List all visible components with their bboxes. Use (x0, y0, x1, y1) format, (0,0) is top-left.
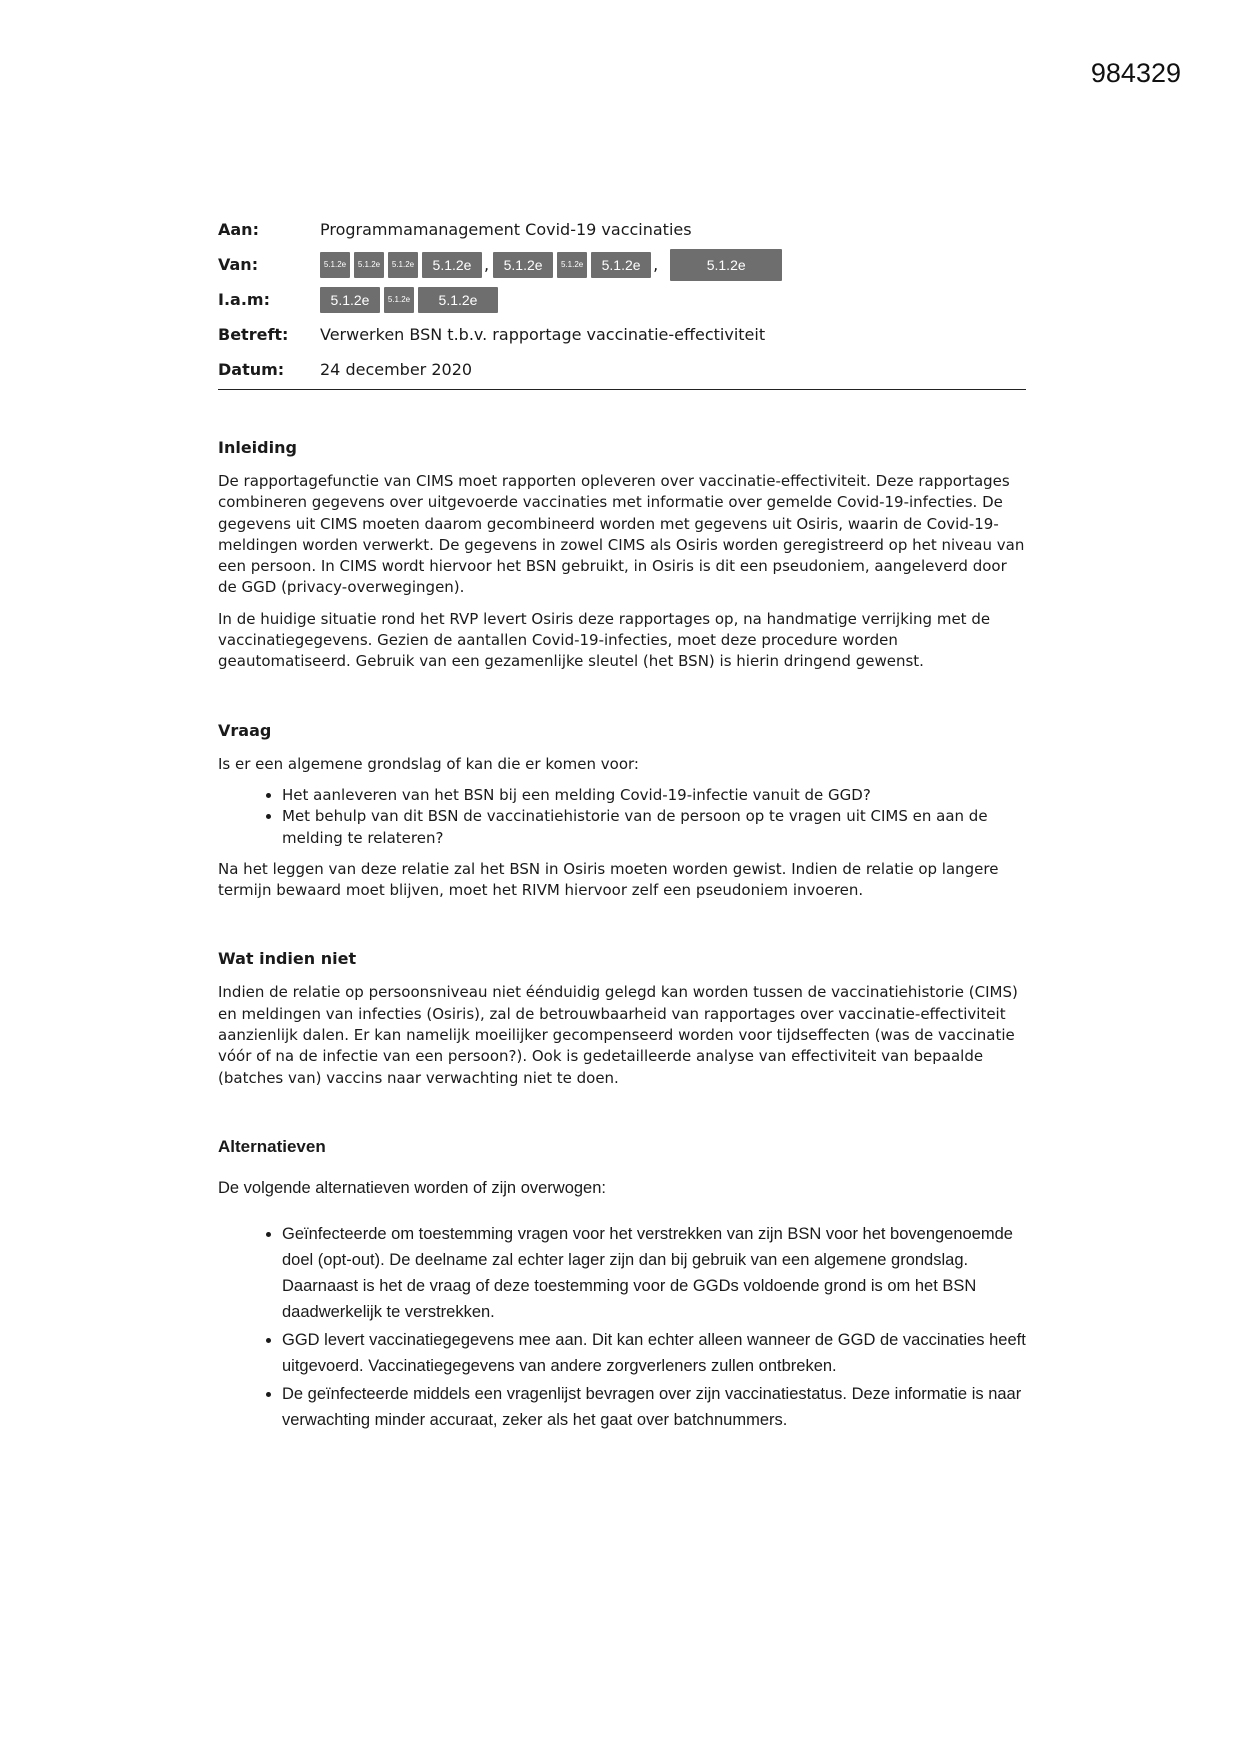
separator-comma: , (484, 255, 490, 274)
section-title: Wat indien niet (218, 949, 357, 969)
paragraph: Indien de relatie op persoonsniveau niet éénduidig gelegd kan worden tussen de vaccinatiehistorie (CIMS) en meldingen van infecties (Osiris), zal de betrouwbaarheid van rapportages over vaccinatie-effectiviteit aanzienlijk dalen. Er kan namelijk moeilijker gecompenseerd worden voor tijdseffecten (was de vaccinatie vóór of na de infectie van een persoon?). Ook is gedetailleerde analyse van effectiviteit van bepaalde (batches van) vaccins naar verwachting niet te doen. (218, 983, 1018, 1087)
section-wat-indien-niet (218, 949, 1026, 1088)
header-row-datum (218, 352, 1026, 387)
separator-comma: , (653, 255, 659, 274)
datum-label: Datum: (218, 360, 285, 379)
section-title: Alternatieven (218, 1136, 326, 1156)
document-number: 984329 (1090, 58, 1181, 88)
header-row-van (218, 247, 1026, 282)
paragraph: De volgende alternatieven worden of zijn overwogen: (218, 1178, 606, 1197)
van-value (320, 249, 1026, 281)
list-item: • Het aanleveren van het BSN bij een melding Covid-19-infectie vanuit de GGD? (282, 785, 1026, 806)
redaction-box: 5.1.2e (493, 252, 553, 278)
paragraph: Is er een algemene grondslag of kan die er komen voor: (218, 754, 639, 773)
aan-value: Programmamanagement Covid-19 vaccinaties (320, 220, 692, 239)
header-divider (218, 389, 1026, 390)
section-title: Vraag (218, 720, 272, 740)
section-alternatieven (218, 1137, 1026, 1433)
redaction-box: 5.1.2e (418, 287, 498, 313)
van-label: Van: (218, 255, 259, 274)
iam-label: I.a.m: (218, 290, 270, 309)
redaction-box: 5.1.2e (320, 252, 350, 278)
redaction-box: 5.1.2e (388, 252, 418, 278)
redaction-box: 5.1.2e (320, 287, 380, 313)
memo-page (218, 212, 1026, 1443)
list-item: • De geïnfecteerde middels een vragenlijst bevragen over zijn vaccinatiestatus. Deze informatie is naar verwachting minder accuraat, zeker als het gaat over batchnummers. (282, 1381, 1026, 1433)
list-item: • GGD levert vaccinatiegegevens mee aan. Dit kan echter alleen wanneer de GGD de vaccinaties heeft uitgevoerd. Vaccinatiegegevens van andere zorgverleners zullen ontbreken. (282, 1327, 1026, 1379)
section-inleiding (218, 438, 1026, 673)
paragraph: In de huidige situatie rond het RVP levert Osiris deze rapportages op, na handmatige verrijking met de vaccinatiegegevens. Gezien de aantallen Covid-19-infecties, moet deze procedure worden geautomatiseerd. Gebruik van een gezamenlijke sleutel (het BSN) is hierin dringend gewenst. (218, 609, 991, 671)
iam-value (320, 287, 1026, 313)
bullet-list (218, 1221, 1026, 1433)
redaction-box: 5.1.2e (384, 287, 414, 313)
betreft-label: Betreft: (218, 325, 289, 344)
betreft-value: Verwerken BSN t.b.v. rapportage vaccinatie-effectiviteit (320, 325, 766, 344)
redaction-box: 5.1.2e (354, 252, 384, 278)
section-title: Inleiding (218, 438, 297, 457)
paragraph: Na het leggen van deze relatie zal het BSN in Osiris moeten worden gewist. Indien de relatie op langere termijn bewaard moet blijven, moet het RIVM hiervoor zelf een pseudoniem invoeren. (218, 859, 999, 900)
header-row-iam (218, 282, 1026, 317)
datum-value: 24 december 2020 (320, 360, 473, 379)
header-row-aan (218, 212, 1026, 247)
memo-header (218, 212, 1026, 390)
redaction-box: 5.1.2e (670, 249, 782, 281)
section-vraag (218, 721, 1026, 902)
redaction-box: 5.1.2e (591, 252, 651, 278)
list-item: • Met behulp van dit BSN de vaccinatiehistorie van de persoon op te vragen uit CIMS en aan de melding te relateren? (282, 806, 1026, 849)
list-item: • Geïnfecteerde om toestemming vragen voor het verstrekken van zijn BSN voor het bovengenoemde doel (opt-out). De deelname zal echter lager zijn dan bij gebruik van een algemene grondslag. Daarnaast is het de vraag of deze toestemming voor de GGDs voldoende grond is om het BSN daadwerkelijk te verstrekken. (282, 1221, 1026, 1325)
bullet-list (218, 785, 1026, 849)
aan-label: Aan: (218, 220, 259, 239)
paragraph: De rapportagefunctie van CIMS moet rapporten opleveren over vaccinatie-effectiviteit. Deze rapportages combineren gegevens over uitgevoerde vaccinaties met informatie over gemelde Covid-19-infecties. De gegevens uit CIMS moeten daarom gecombineerd worden met gegevens uit Osiris, waarin de Covid-19-meldingen worden verwerkt. De gegevens in zowel CIMS als Osiris worden geregistreerd op het niveau van een persoon. In CIMS wordt hiervoor het BSN gebruikt, in Osiris is dit een pseudoniem, aangeleverd door de GGD (privacy-overwegingen). (218, 472, 1025, 597)
redaction-box: 5.1.2e (422, 252, 482, 278)
header-row-betreft (218, 317, 1026, 352)
redaction-box: 5.1.2e (557, 252, 587, 278)
